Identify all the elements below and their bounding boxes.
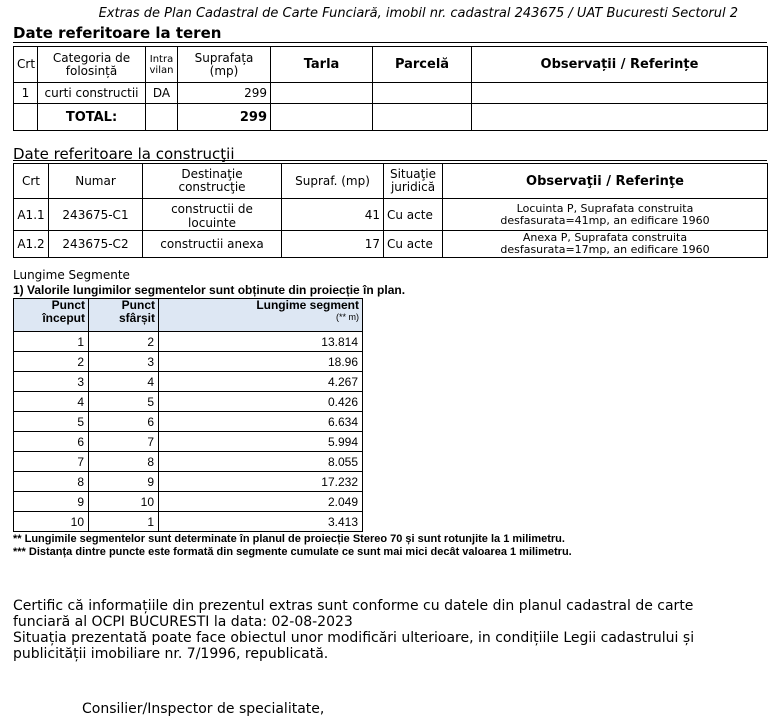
buildings-header-row: [14, 164, 768, 199]
building-cell-crt: A1.2: [14, 231, 49, 258]
segment-row: [14, 352, 363, 372]
land-cell-tarla: [271, 83, 373, 104]
land-total-value: 299: [178, 104, 271, 131]
segment-end-cell: 8: [89, 452, 159, 472]
land-total-row: [14, 104, 768, 131]
building-obs-line: desfasurata=17mp, an edificare 1960: [500, 243, 710, 256]
segment-start-cell: 6: [14, 432, 89, 452]
land-row: [14, 83, 768, 104]
segment-length-cell: 2.049: [159, 492, 363, 512]
segment-row: [14, 372, 363, 392]
segment-length-cell: 3.413: [159, 512, 363, 532]
segment-row: [14, 432, 363, 452]
segment-length-cell: 5.994: [159, 432, 363, 452]
segments-header-lungime-label: Lungime segment: [256, 298, 359, 312]
segments-table: [13, 298, 363, 532]
land-table: [13, 46, 768, 131]
segment-row: [14, 452, 363, 472]
segment-end-cell: 3: [89, 352, 159, 372]
buildings-header-destinatie: Destinaţie construcţie: [143, 164, 282, 199]
segment-row: [14, 512, 363, 532]
building-row: [14, 199, 768, 231]
segment-start-cell: 8: [14, 472, 89, 492]
segments-footnote-2: *** Distanța dintre puncte este formată din segmente cumulate ce sunt mai mici decât valoarea 1 milimetru.: [13, 546, 572, 558]
land-cell-crt: 1: [14, 83, 38, 104]
land-total-empty: [14, 104, 38, 131]
segment-row: [14, 332, 363, 352]
segment-end-cell: 2: [89, 332, 159, 352]
segment-length-cell: 18.96: [159, 352, 363, 372]
building-obs-line: desfasurata=41mp, an edificare 1960: [500, 213, 710, 227]
segment-end-cell: 4: [89, 372, 159, 392]
segments-footnote-1: ** Lungimile segmentelor sunt determinate în planul de proiecție Stereo 70 și sunt rotunjite la 1 milimetru.: [13, 533, 565, 545]
segments-header-unit: (** m): [336, 312, 359, 322]
segments-note: 1) Valorile lungimilor segmentelor sunt obținute din proiecție în plan.: [13, 283, 406, 297]
land-cell-categoria: curti constructii: [38, 83, 146, 104]
land-header-tarla: Tarla: [271, 47, 373, 83]
land-cell-parcela: [373, 83, 472, 104]
building-cell-destinatie: constructii anexa: [143, 231, 282, 258]
land-total-empty-4: [373, 104, 472, 131]
segments-title: Lungime Segmente: [13, 268, 130, 282]
building-cell-supraf: 17: [282, 231, 384, 258]
building-cell-crt: A1.1: [14, 199, 49, 231]
building-row: [14, 231, 768, 258]
building-cell-supraf: 41: [282, 199, 384, 231]
segment-length-cell: 4.267: [159, 372, 363, 392]
segment-end-cell: 5: [89, 392, 159, 412]
land-header-row: [14, 47, 768, 83]
segment-start-cell: 4: [14, 392, 89, 412]
building-obs-line: Locuinta P, Suprafata construita: [516, 201, 694, 215]
land-header-intravilan: Intra vilan: [146, 47, 178, 83]
segment-length-cell: 0.426: [159, 392, 363, 412]
land-total-label: TOTAL:: [38, 104, 146, 131]
segment-end-cell: 1: [89, 512, 159, 532]
buildings-header-observatii: Observaţii / Referinţe: [443, 164, 768, 199]
segments-header-sfarsit: Punct sfârșit: [89, 299, 159, 332]
segment-start-cell: 5: [14, 412, 89, 432]
segment-start-cell: 7: [14, 452, 89, 472]
land-section-title: Date referitoare la teren: [13, 24, 222, 42]
certification-note: Situația prezentată poate face obiectul unor modificări ulterioare, in condițiile Legii cadastrului și publicității imobiliare nr. 7/1996, republicată.: [13, 630, 695, 662]
certification-block: [13, 598, 755, 662]
building-cell-observatii: [443, 199, 768, 231]
segments-header-row: [14, 299, 363, 332]
land-header-observatii: Observații / Referințe: [472, 47, 768, 83]
segment-end-cell: 10: [89, 492, 159, 512]
land-total-empty-5: [472, 104, 768, 131]
buildings-header-crt: Crt: [14, 164, 49, 199]
land-header-categoria: Categoria de folosință: [38, 47, 146, 83]
document-header: Extras de Plan Cadastral de Carte Funciară, imobil nr. cadastral 243675 / UAT Bucuresti Sectorul 2: [98, 6, 738, 21]
certification-text: Certific că informațiile din prezentul extras sunt conforme cu datele din planul cadastral de carte funciară al OCPI BUCURESTI la data: 02-08-2023: [13, 598, 694, 630]
building-cell-numar: 243675-C1: [49, 199, 143, 231]
segment-start-cell: 1: [14, 332, 89, 352]
segment-length-cell: 6.634: [159, 412, 363, 432]
segments-header-inceput: Punct început: [14, 299, 89, 332]
segment-start-cell: 2: [14, 352, 89, 372]
segments-header-lungime: [159, 299, 363, 332]
segment-end-cell: 7: [89, 432, 159, 452]
segments-body: [14, 332, 363, 532]
segment-length-cell: 17.232: [159, 472, 363, 492]
building-cell-situatie: Cu acte: [384, 199, 443, 231]
buildings-title-rule: [13, 160, 767, 161]
segment-row: [14, 392, 363, 412]
buildings-header-supraf: Supraf. (mp): [282, 164, 384, 199]
land-cell-intravilan: DA: [146, 83, 178, 104]
buildings-table: [13, 163, 768, 258]
land-total-empty-2: [146, 104, 178, 131]
buildings-header-numar: Numar: [49, 164, 143, 199]
signature-label: Consilier/Inspector de specialitate,: [82, 701, 325, 717]
segment-start-cell: 10: [14, 512, 89, 532]
segment-end-cell: 9: [89, 472, 159, 492]
land-title-rule: [13, 42, 767, 43]
buildings-header-situatie: Situaţie juridică: [384, 164, 443, 199]
building-cell-situatie: Cu acte: [384, 231, 443, 258]
land-header-parcela: Parcelă: [373, 47, 472, 83]
segment-end-cell: 6: [89, 412, 159, 432]
segment-row: [14, 472, 363, 492]
segment-length-cell: 8.055: [159, 452, 363, 472]
land-header-crt: Crt: [14, 47, 38, 83]
buildings-section-title: Date referitoare la construcţii: [13, 145, 235, 163]
segment-row: [14, 492, 363, 512]
building-cell-numar: 243675-C2: [49, 231, 143, 258]
segment-start-cell: 3: [14, 372, 89, 392]
land-cell-observatii: [472, 83, 768, 104]
building-cell-destinatie: constructii de locuinte: [143, 199, 282, 231]
building-obs-line: Anexa P, Suprafata construita: [522, 231, 688, 244]
land-header-suprafata: Suprafața (mp): [178, 47, 271, 83]
segment-row: [14, 412, 363, 432]
segment-start-cell: 9: [14, 492, 89, 512]
building-cell-observatii: [443, 231, 768, 258]
land-cell-suprafata: 299: [178, 83, 271, 104]
segment-length-cell: 13.814: [159, 332, 363, 352]
land-total-empty-3: [271, 104, 373, 131]
